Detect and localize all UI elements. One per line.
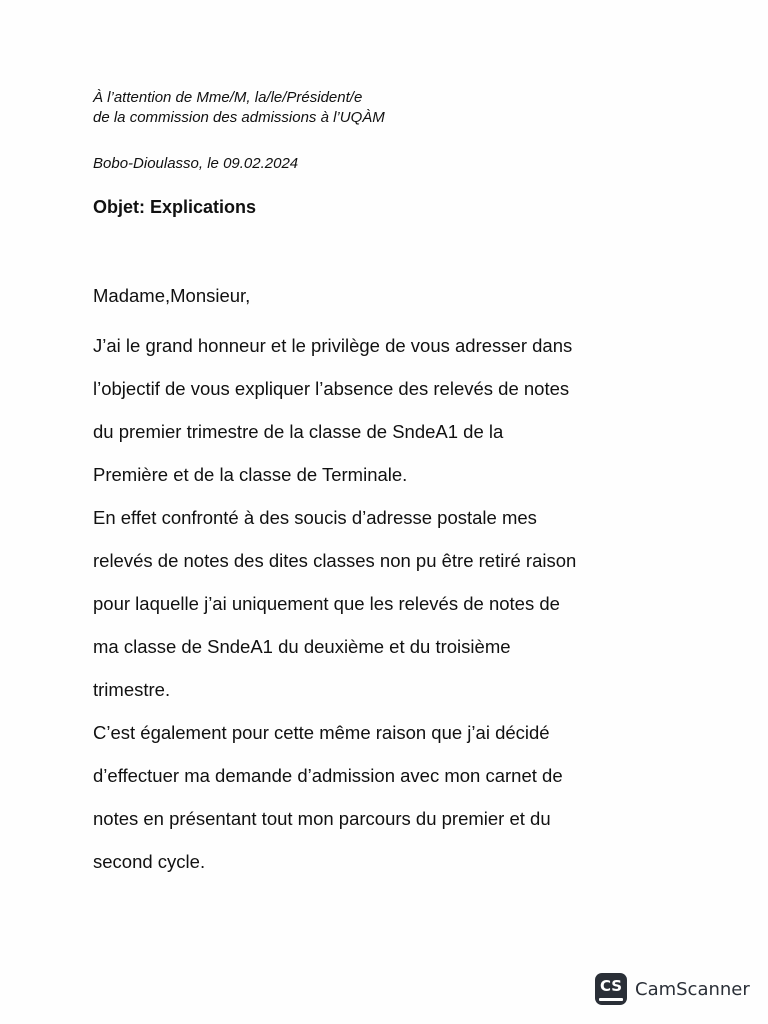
body-line: J’ai le grand honneur et le privilège de vous adresser dans	[93, 335, 573, 356]
camscanner-watermark	[595, 972, 750, 1006]
letter-body	[93, 324, 693, 883]
recipient-line-1: À l’attention de Mme/M, la/le/Président/e	[93, 89, 363, 106]
camscanner-brand-name: CamScanner	[635, 978, 750, 1000]
greeting: Madame,Monsieur,	[93, 285, 251, 306]
body-line: ma classe de SndeA1 du deuxième et du troisième	[93, 636, 511, 657]
date-line: Bobo-Dioulasso, le 09.02.2024	[93, 155, 299, 172]
body-line: notes en présentant tout mon parcours du premier et du	[93, 808, 551, 829]
body-line: En effet confronté à des soucis d’adresse postale mes	[93, 507, 537, 528]
body-line: pour laquelle j’ai uniquement que les relevés de notes de	[93, 593, 560, 614]
body-line: l’objectif de vous expliquer l’absence des relevés de notes	[93, 378, 570, 399]
subject-line: Objet: Explications	[93, 197, 257, 217]
recipient-line-2: de la commission des admissions à l’UQÀM	[93, 109, 385, 126]
body-line: Première et de la classe de Terminale.	[93, 464, 408, 485]
body-line: second cycle.	[93, 851, 206, 872]
body-line: d’effectuer ma demande d’admission avec mon carnet de	[93, 765, 563, 786]
recipient-block	[93, 88, 385, 128]
camscanner-logo-icon	[595, 973, 627, 1005]
body-line: du premier trimestre de la classe de SndeA1 de la	[93, 421, 504, 442]
body-line: relevés de notes des dites classes non pu être retiré raison	[93, 550, 577, 571]
body-line: C’est également pour cette même raison que j’ai décidé	[93, 722, 550, 743]
body-line: trimestre.	[93, 679, 171, 700]
camscanner-logo-text: CS	[599, 977, 623, 995]
